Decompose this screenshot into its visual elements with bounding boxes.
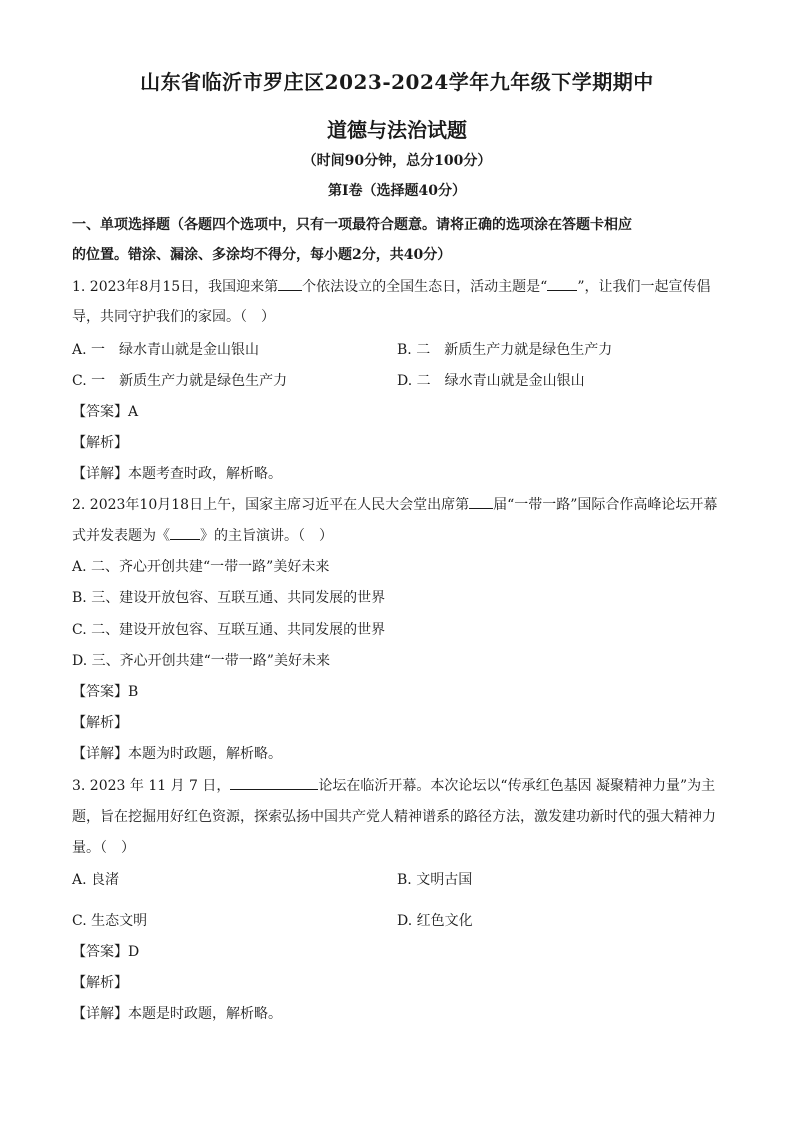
q2-option-a: A. 二、齐心开创共建“一带一路”美好未来 bbox=[72, 559, 330, 575]
q1-answer: 【答案】A bbox=[72, 404, 139, 420]
q1-stem-line2: 导，共同守护我们的家园。（ ） bbox=[72, 309, 275, 325]
q2-option-b: B. 三、建设开放包容、互联互通、共同发展的世界 bbox=[72, 590, 386, 606]
q3-blank bbox=[230, 777, 318, 790]
q2-option-c: C. 二、建设开放包容、互联互通、共同发展的世界 bbox=[72, 622, 386, 638]
q1-analysis: 【解析】 bbox=[72, 435, 128, 451]
q3-option-d: D. 红色文化 bbox=[397, 913, 473, 929]
q2-stem-part2: 届“一带一路”国际合作高峰论坛开幕 bbox=[493, 497, 718, 513]
q2-analysis: 【解析】 bbox=[72, 715, 128, 731]
q3-option-b: B. 文明古国 bbox=[397, 872, 473, 888]
q2-detail: 【详解】本题为时政题，解析略。 bbox=[72, 746, 282, 762]
q1-option-a: A. 一 绿水青山就是金山银山 bbox=[72, 342, 260, 358]
q1-stem-part2: 个依法设立的全国生态日，活动主题是“ bbox=[302, 279, 548, 295]
q3-option-a: A. 良渚 bbox=[72, 872, 120, 888]
q3-stem-line3: 量。（ ） bbox=[72, 840, 135, 856]
q3-answer: 【答案】D bbox=[72, 944, 140, 960]
q2-stem-line2 bbox=[72, 525, 727, 545]
q1-blank-1 bbox=[278, 278, 302, 291]
q3-stem-line2: 题，旨在挖掘用好红色资源，探索弘扬中国共产党人精神谱系的路径方法，激发建功新时代的强大精神力 bbox=[72, 809, 716, 825]
q2-stem-part4: 》的主旨演讲。（ ） bbox=[200, 528, 333, 544]
exam-time-info: （时间90分钟，总分100分） bbox=[302, 153, 492, 169]
q2-stem-part1: 2. 2023年10月18日上午，国家主席习近平在人民大会堂出席第 bbox=[72, 497, 470, 513]
q1-option-d: D. 二 绿水青山就是金山银山 bbox=[397, 373, 585, 389]
q1-option-c: C. 一 新质生产力就是绿色生产力 bbox=[72, 373, 288, 389]
q2-blank-2 bbox=[170, 527, 200, 540]
q1-blank-2 bbox=[547, 278, 577, 291]
q3-detail: 【详解】本题是时政题，解析略。 bbox=[72, 1006, 282, 1022]
q1-stem-line1 bbox=[72, 276, 727, 296]
q3-analysis: 【解析】 bbox=[72, 975, 128, 991]
q2-blank-1 bbox=[469, 496, 493, 509]
q2-stem-part3: 式并发表题为《 bbox=[72, 528, 170, 544]
exam-volume: 第Ⅰ卷（选择题40分） bbox=[327, 183, 467, 199]
exam-title: 山东省临沂市罗庄区2023-2024学年九年级下学期期中 bbox=[140, 70, 654, 94]
q2-stem-line1 bbox=[72, 494, 727, 514]
exam-subject: 道德与法治试题 bbox=[327, 118, 467, 142]
q3-option-c: C. 生态文明 bbox=[72, 913, 148, 929]
q2-answer: 【答案】B bbox=[72, 684, 139, 700]
section-instructions-line1: 一、单项选择题（各题四个选项中，只有一项最符合题意。请将正确的选项涂在答题卡相应 bbox=[72, 217, 632, 233]
q1-detail: 【详解】本题考查时政，解析略。 bbox=[72, 466, 282, 482]
q1-stem-part1: 1. 2023年8月15日，我国迎来第 bbox=[72, 279, 279, 295]
section-instructions-line2: 的位置。错涂、漏涂、多涂均不得分，每小题2分，共40分） bbox=[72, 247, 452, 263]
q3-stem-part1: 3. 2023 年 11 月 7 日， bbox=[72, 778, 231, 794]
q3-stem-line1 bbox=[72, 775, 727, 795]
q1-option-b: B. 二 新质生产力就是绿色生产力 bbox=[397, 342, 613, 358]
q1-stem-part3: ”，让我们一起宣传倡 bbox=[577, 279, 711, 295]
q2-option-d: D. 三、齐心开创共建“一带一路”美好未来 bbox=[72, 653, 330, 669]
q3-stem-part2: 论坛在临沂开幕。本次论坛以“传承红色基因 凝聚精神力量”为主 bbox=[318, 778, 716, 794]
